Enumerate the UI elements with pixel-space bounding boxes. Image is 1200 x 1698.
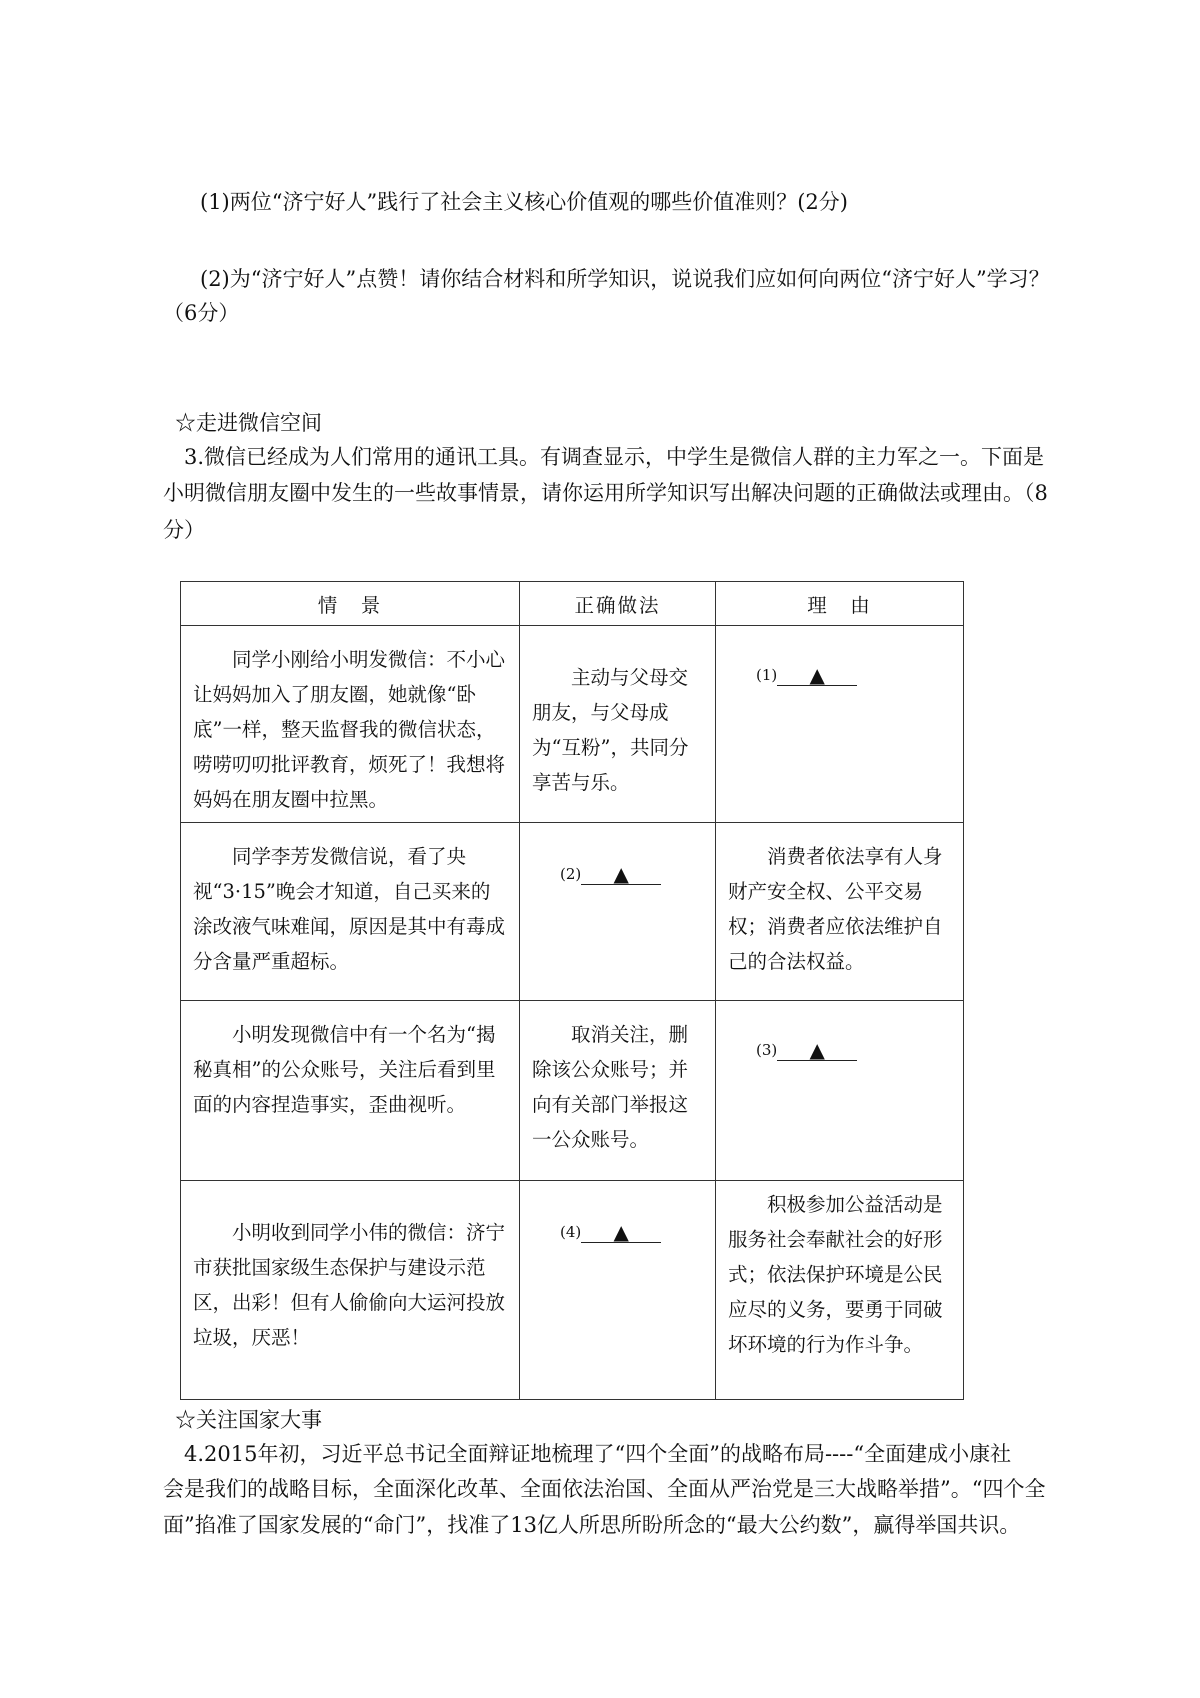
reason-cell <box>716 1181 964 1400</box>
scene-cell <box>181 1181 520 1400</box>
answer-blank <box>520 1181 715 1244</box>
header-reason: 理 由 <box>716 582 964 626</box>
blank-number: (4) <box>560 1223 582 1241</box>
scene-cell <box>181 1001 520 1181</box>
reason-cell <box>716 626 964 823</box>
reason-text: 消费者依法享有人身财产安全权、公平交易权；消费者应依法维护自己的合法权益。 <box>728 845 943 973</box>
table-row <box>181 1001 964 1181</box>
section-heading-nation: ☆关注国家大事 <box>175 1408 322 1432</box>
scenario-table <box>180 581 964 1400</box>
answer-blank <box>716 626 963 687</box>
blank-number: (1) <box>756 666 778 684</box>
answer-blank <box>716 1001 963 1062</box>
header-scene: 情 景 <box>181 582 520 626</box>
scene-cell <box>181 626 520 823</box>
q3-line1: 3.微信已经成为人们常用的通讯工具。有调查显示，中学生是微信人群的主力军之一。下面是 <box>184 445 1045 469</box>
method-cell <box>520 626 716 823</box>
q3-line2: 小明微信朋友圈中发生的一些故事情景，请你运用所学知识写出解决问题的正确做法或理由。（8 <box>163 481 1048 505</box>
q2-sub1: (1)两位“济宁好人”践行了社会主义核心价值观的哪些价值准则？(2分) <box>200 190 848 214</box>
table-row <box>181 823 964 1001</box>
reason-text: 积极参加公益活动是服务社会奉献社会的好形式；依法保护环境是公民应尽的义务，要勇于同破坏环境的行为作斗争。 <box>728 1193 943 1356</box>
scene-text: 同学小刚给小明发微信：不小心让妈妈加入了朋友圈，她就像“卧底”一样，整天监督我的微信状态，唠唠叨叨批评教育，烦死了！我想将妈妈在朋友圈中拉黑。 <box>193 648 506 811</box>
triangle-icon: ▲ <box>581 1222 661 1243</box>
method-text: 取消关注，删除该公众账号；并向有关部门举报这一公众账号。 <box>532 1023 689 1151</box>
header-method: 正确做法 <box>520 582 716 626</box>
q4-line3: 面”掐准了国家发展的“命门”，找准了13亿人所思所盼所念的“最大公约数”，赢得举国共识。 <box>163 1513 1021 1537</box>
scene-text: 小明收到同学小伟的微信：济宁市获批国家级生态保护与建设示范区，出彩！但有人偷偷向大运河投放垃圾，厌恶！ <box>193 1221 506 1349</box>
triangle-icon: ▲ <box>777 1040 857 1061</box>
q4-line2: 会是我们的战略目标，全面深化改革、全面依法治国、全面从严治党是三大战略举措”。“四个全 <box>163 1477 1046 1501</box>
blank-number: (2) <box>560 865 582 883</box>
method-cell <box>520 823 716 1001</box>
answer-blank <box>520 823 715 886</box>
triangle-icon: ▲ <box>581 864 661 885</box>
table-header-row <box>181 582 964 626</box>
reason-cell <box>716 823 964 1001</box>
scene-text: 同学李芳发微信说，看了央视“3·15”晚会才知道，自己买来的涂改液气味难闻，原因是其中有毒成分含量严重超标。 <box>193 845 506 973</box>
section-heading-wechat: ☆走进微信空间 <box>175 411 322 435</box>
q2-sub2-line1: (2)为“济宁好人”点赞！请你结合材料和所学知识，说说我们应如何向两位“济宁好人”学习？ <box>200 267 1050 291</box>
scene-text: 小明发现微信中有一个名为“揭秘真相”的公众账号，关注后看到里面的内容捏造事实，歪曲视听。 <box>193 1023 496 1116</box>
table-row <box>181 626 964 823</box>
q3-line3: 分） <box>163 518 205 542</box>
scene-cell <box>181 823 520 1001</box>
method-text: 主动与父母交朋友，与父母成为“互粉”，共同分享苦与乐。 <box>532 666 689 794</box>
q4-line1: 4.2015年初，习近平总书记全面辩证地梳理了“四个全面”的战略布局----“全面建成小康社 <box>184 1442 1012 1466</box>
q2-sub2-line2: （6分） <box>163 301 240 325</box>
blank-number: (3) <box>756 1041 778 1059</box>
table-row <box>181 1181 964 1400</box>
triangle-icon: ▲ <box>777 665 857 686</box>
method-cell <box>520 1001 716 1181</box>
reason-cell <box>716 1001 964 1181</box>
method-cell <box>520 1181 716 1400</box>
